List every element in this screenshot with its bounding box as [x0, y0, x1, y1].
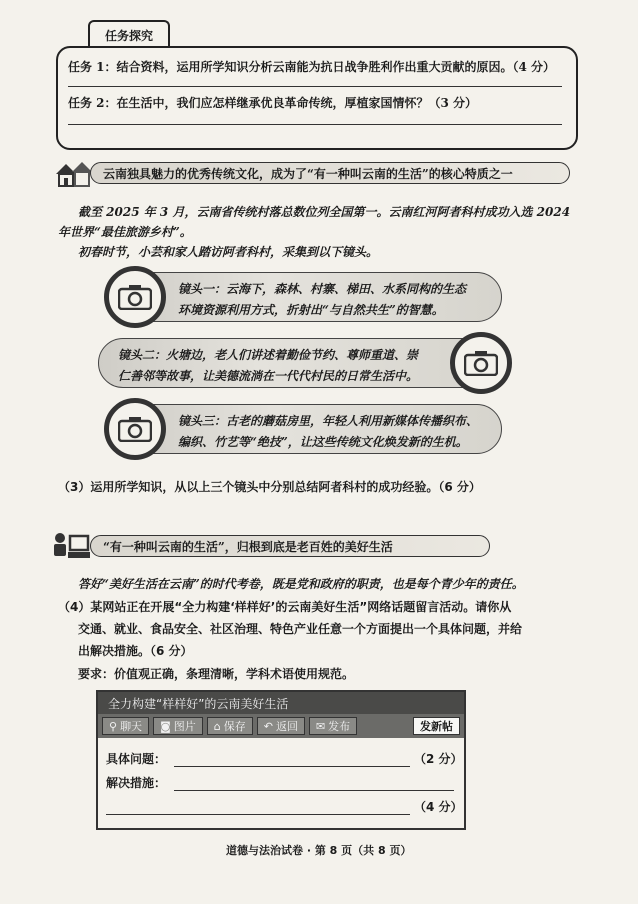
chat-button[interactable] [102, 717, 149, 735]
house-icon [52, 160, 92, 190]
publish-button-label: 发布 [328, 720, 351, 733]
task-box [56, 46, 578, 150]
section2-banner [90, 535, 490, 557]
page-footer: 道德与法治试卷 · 第 8 页（共 8 页） [226, 844, 412, 857]
section2-intro: 答好“美好生活在云南”的时代考卷，既是党和政府的职责，也是每个青少年的责任。 [78, 577, 524, 591]
lens1-text: 环境资源利用方式，折射出“与自然共生”的智慧。 [178, 303, 444, 317]
save-button-label: 保存 [223, 720, 246, 733]
problem-points: （2 分） [414, 752, 463, 766]
forum-body [98, 738, 464, 830]
lens3-text: 编织、竹艺等“绝技”，让这些传统文化焕发新的生机。 [178, 435, 468, 449]
lens3-text: 镜头三：古老的蘑菇房里，年轻人利用新媒体传播织布、 [178, 414, 479, 428]
requirement-text: 要求：价值观正确，条理清晰，学科术语使用规范。 [78, 667, 355, 681]
home-icon: ⌂ [213, 719, 221, 733]
intro-line: 初春时节，小芸和家人踏访阿者科村，采集到以下镜头。 [78, 245, 379, 259]
section1-banner [90, 162, 570, 184]
back-arrow-icon: ↶ [263, 719, 273, 733]
question3-text: （3）运用所学知识，从以上三个镜头中分别总结阿者科村的成功经验。（6 分） [58, 480, 481, 494]
answer-line [68, 124, 562, 125]
question4-text: （4）某网站正在开展“全力构建‘样样好’的云南美好生活”网络话题留言活动。请你从 [58, 600, 512, 614]
back-button-label: 返回 [275, 720, 298, 733]
task2-text: 任务 2：在生活中，我们应怎样继承优良革命传统，厚植家国情怀？（3 分） [68, 96, 478, 110]
measure-label: 解决措施： [106, 776, 167, 790]
measure-input-line[interactable] [174, 790, 454, 791]
chat-button-label: 聊天 [120, 720, 143, 733]
back-button[interactable] [257, 717, 305, 735]
problem-input-line[interactable] [174, 766, 410, 767]
image-button-label: 图片 [173, 720, 196, 733]
camera-icon [104, 266, 166, 328]
camera-icon: ◙ [160, 719, 171, 733]
new-post-button[interactable] [413, 717, 460, 735]
search-chat-icon: ⚲ [109, 719, 118, 733]
forum-widget [96, 690, 466, 830]
lens2-text: 镜头二：火塘边，老人们讲述着勤俭节约、尊师重道、崇 [118, 348, 419, 362]
measure-points: （4 分） [414, 800, 463, 814]
section2-banner-text: “有一种叫云南的生活”，归根到底是老百姓的美好生活 [103, 539, 393, 554]
new-post-button-label: 发新帖 [420, 720, 453, 733]
publish-button[interactable] [309, 717, 357, 735]
question4-text: 出解决措施。（6 分） [78, 644, 193, 658]
measure-input-line[interactable] [106, 814, 410, 815]
camera-icon [450, 332, 512, 394]
intro-line: 年世界“最佳旅游乡村”。 [58, 225, 192, 239]
question4-text: 交通、就业、食品安全、社区治理、特色产业任意一个方面提出一个具体问题，并给 [78, 622, 523, 636]
task1-text: 任务 1：结合资料，运用所学知识分析云南能为抗日战争胜利作出重大贡献的原因。（4 分） [68, 60, 556, 74]
problem-label: 具体问题： [106, 752, 167, 766]
section1-banner-text: 云南独具魅力的优秀传统文化，成为了“有一种叫云南的生活”的核心特质之一 [103, 166, 513, 181]
person-at-computer-icon [50, 530, 92, 562]
forum-title: 全力构建“样样好”的云南美好生活 [98, 692, 464, 714]
answer-line [68, 86, 562, 87]
lens2-text: 仁善邻等故事，让美德流淌在一代代村民的日常生活中。 [118, 369, 419, 383]
forum-toolbar [98, 714, 464, 738]
task-tab-label: 任务探究 [104, 28, 153, 43]
task-tab [88, 20, 170, 48]
intro-line: 截至 2025 年 3 月，云南省传统村落总数位列全国第一。云南红河阿者科村成功入选 2024 [78, 205, 571, 219]
envelope-icon: ✉ [315, 719, 326, 733]
lens1-text: 镜头一：云海下，森林、村寨、梯田、水系同构的生态 [178, 282, 467, 296]
camera-icon [104, 398, 166, 460]
image-button[interactable] [153, 717, 203, 735]
save-button[interactable] [207, 717, 253, 735]
